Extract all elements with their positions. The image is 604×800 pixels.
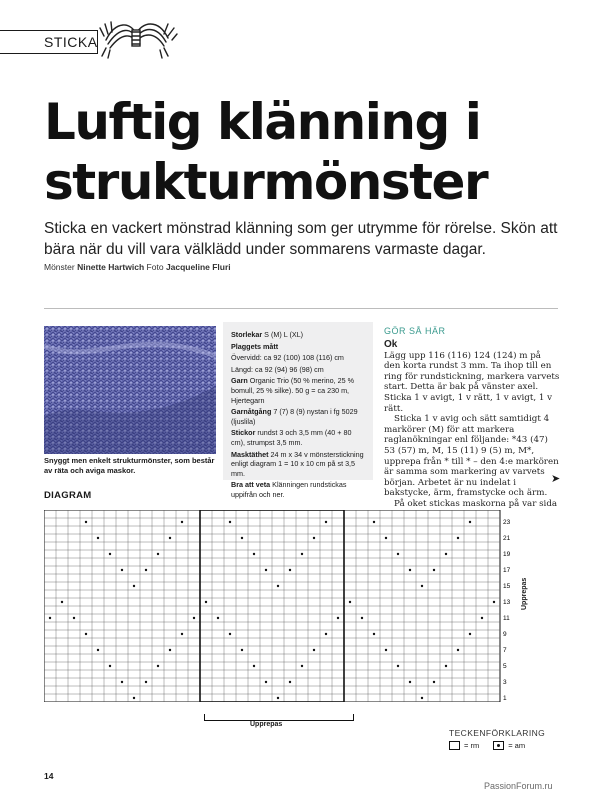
- purl-dot: [385, 649, 387, 651]
- purl-dot: [205, 601, 207, 603]
- purl-dot: [469, 521, 471, 523]
- purl-dot: [397, 553, 399, 555]
- spec-item: [231, 365, 367, 375]
- purl-dot: [457, 649, 459, 651]
- purl-dot: [277, 585, 279, 587]
- row-number-label: 7: [503, 647, 507, 654]
- knitting-chart: [44, 510, 516, 702]
- row-number-label: 15: [503, 583, 511, 590]
- spec-item: [231, 450, 367, 479]
- purl-dot: [289, 569, 291, 571]
- repeat-bracket: [204, 714, 354, 721]
- spec-label: Plaggets mått: [231, 341, 279, 351]
- purl-dot: [265, 569, 267, 571]
- spec-text: 7 (7) 8 (9) nystan i fg 5029 (ljuslila): [231, 407, 358, 426]
- purl-dot: [325, 521, 327, 523]
- purl-dot: [445, 553, 447, 555]
- legend-title: TECKENFÖRKLARING: [449, 728, 546, 738]
- purl-dot: [121, 569, 123, 571]
- howto-heading: GÖR SÅ HÄR: [384, 326, 446, 336]
- photo-caption: Snyggt men enkelt strukturmönster, som består av räta och aviga maskor.: [44, 456, 215, 475]
- purl-dot: [181, 633, 183, 635]
- row-number-label: 23: [503, 519, 511, 526]
- spec-text: S (M) L (XL): [262, 330, 304, 339]
- repeat-label-bottom: Upprepas: [250, 721, 283, 728]
- purl-dot: [241, 537, 243, 539]
- spec-text: Klänningen rundstickas uppifrån och ner.: [231, 480, 347, 499]
- spec-item: [231, 330, 367, 340]
- specs-box: [223, 322, 373, 499]
- purl-dot: [373, 521, 375, 523]
- article-lede: Sticka en vackert mönstrad klänning som ger utrymme för rörelse. Skön att bära när du vill vara välklädd under sommarens varmaste dagar.: [44, 220, 558, 258]
- howto-paragraph-3: På oket stickas maskorna på var sida: [394, 498, 558, 509]
- purl-dot: [181, 521, 183, 523]
- pattern-label: Mönster: [44, 262, 75, 272]
- purl-dot: [109, 665, 111, 667]
- spec-label: Garn: [231, 376, 248, 386]
- purl-dot: [433, 569, 435, 571]
- purl-dot: [301, 553, 303, 555]
- row-number-label: 1: [503, 695, 507, 702]
- purl-dot: [121, 681, 123, 683]
- row-number-label: 17: [503, 567, 511, 574]
- spec-text: Organic Trio (50 % merino, 25 % bomull, 25 % silke). 50 g = ca 230 m, Hjertegarn: [231, 376, 355, 405]
- legend-purl-label: = am: [508, 741, 526, 750]
- howto-ok-heading: Ok: [384, 339, 398, 350]
- row-number-label: 21: [503, 535, 511, 542]
- knit-texture-photo: [44, 326, 216, 454]
- purl-dot: [217, 617, 219, 619]
- purl-dot: [481, 617, 483, 619]
- purl-dot: [61, 601, 63, 603]
- spec-text: rundst 3 och 3,5 mm (40 + 80 cm), strumpst 3,5 mm.: [231, 428, 352, 447]
- purl-dot: [157, 553, 159, 555]
- purl-dot: [289, 681, 291, 683]
- pattern-author: Ninette Hartwich: [77, 262, 145, 272]
- purl-dot: [145, 681, 147, 683]
- headline-line-2: strukturmönster: [44, 153, 488, 211]
- purl-dot: [253, 665, 255, 667]
- knit-stitch-symbol: [449, 741, 460, 750]
- howto-paragraph-2: Sticka 1 v avig och sätt samtidigt 4 markörer (M) för att markera raglanökningar enl följande: *43 (47) 53 (57) m, M, 15 (11) 9 (5) m, M*, upprepa från * till * – den 4:e markören är samma som markering av varvets början. Arbetet är nu indelat i bakstycke, ärm, framstycke och ärm.: [384, 414, 559, 499]
- purl-dot: [301, 665, 303, 667]
- purl-dot: [325, 633, 327, 635]
- purl-dot: [157, 665, 159, 667]
- legend: [449, 741, 525, 750]
- section-tag: [0, 30, 98, 54]
- purl-dot: [169, 537, 171, 539]
- purl-dot: [97, 649, 99, 651]
- purl-dot: [277, 697, 279, 699]
- purl-dot: [397, 665, 399, 667]
- purl-dot: [421, 585, 423, 587]
- spec-text: Övervidd: ca 92 (100) 108 (116) cm: [231, 353, 344, 363]
- spec-label: Stickor: [231, 428, 256, 438]
- purl-dot: [73, 617, 75, 619]
- purl-dot: [373, 633, 375, 635]
- purl-dot: [469, 633, 471, 635]
- purl-dot: [265, 681, 267, 683]
- diagram-title: DIAGRAM: [44, 490, 92, 501]
- row-number-label: 9: [503, 631, 507, 638]
- spec-label: Storlekar: [231, 330, 263, 339]
- spec-label: Masktäthet: [231, 449, 269, 459]
- purl-dot: [229, 521, 231, 523]
- row-number-label: 3: [503, 679, 507, 686]
- spec-item: [231, 342, 367, 352]
- spec-item: [231, 428, 367, 447]
- spec-item: [231, 353, 367, 363]
- purl-dot: [229, 633, 231, 635]
- purl-dot: [85, 633, 87, 635]
- spec-item: [231, 376, 367, 405]
- purl-dot: [97, 537, 99, 539]
- purl-dot: [169, 649, 171, 651]
- spec-item: [231, 407, 367, 426]
- purl-dot: [313, 537, 315, 539]
- spec-item: [231, 480, 367, 499]
- purl-dot: [133, 697, 135, 699]
- row-number-label: 11: [503, 615, 510, 622]
- howto-body: [384, 340, 560, 510]
- purl-dot: [85, 521, 87, 523]
- article-headline: [44, 92, 564, 212]
- purl-dot: [253, 553, 255, 555]
- continue-arrow-icon: ➤: [551, 473, 561, 485]
- page-number: 14: [44, 771, 54, 781]
- purl-stitch-symbol: [493, 741, 504, 750]
- purl-dot: [313, 649, 315, 651]
- purl-dot: [349, 601, 351, 603]
- purl-dot: [337, 617, 339, 619]
- row-number-label: 19: [503, 551, 511, 558]
- spec-text: Längd: ca 92 (94) 96 (98) cm: [231, 364, 324, 374]
- watermark: PassionForum.ru: [484, 781, 553, 791]
- purl-dot: [193, 617, 195, 619]
- row-number-label: 5: [503, 663, 507, 670]
- purl-dot: [109, 553, 111, 555]
- purl-dot: [433, 681, 435, 683]
- photo-label: Foto: [146, 262, 164, 272]
- purl-dot: [421, 697, 423, 699]
- headline-line-1: Luftig klänning i: [44, 93, 481, 151]
- photo-author: Jacqueline Fluri: [165, 262, 231, 272]
- purl-dot: [133, 585, 135, 587]
- purl-dot: [457, 537, 459, 539]
- purl-dot: [409, 569, 411, 571]
- purl-dot: [385, 537, 387, 539]
- spec-label: Bra att veta: [231, 480, 271, 490]
- spec-text: 24 m x 34 v mönsterstickning enligt diagram 1 = 10 x 10 cm på st 3,5 mm.: [231, 449, 364, 478]
- purl-dot: [145, 569, 147, 571]
- row-number-label: 13: [503, 599, 511, 606]
- divider: [44, 308, 558, 309]
- purl-dot: [241, 649, 243, 651]
- spec-label: Garnåtgång: [231, 407, 272, 417]
- purl-dot: [361, 617, 363, 619]
- legend-knit-label: = rm: [464, 741, 480, 750]
- purl-dot: [445, 665, 447, 667]
- yarn-skein-icon: [96, 10, 178, 60]
- howto-paragraph-1: Lägg upp 116 (116) 124 (124) m på den korta rundst 3 mm. Ta ihop till en ring för rundstickning, markera varvets start. Detta är bak på vänster axel. Sticka 1 v avigt, 1 v rätt, 1 v avigt, 1 v rätt.: [384, 350, 560, 414]
- purl-dot: [493, 601, 495, 603]
- repeat-label-side: Upprepas: [521, 577, 528, 610]
- section-tag-label: STICKA: [44, 34, 98, 50]
- purl-dot: [409, 681, 411, 683]
- purl-dot: [49, 617, 51, 619]
- credits-line: [44, 262, 231, 272]
